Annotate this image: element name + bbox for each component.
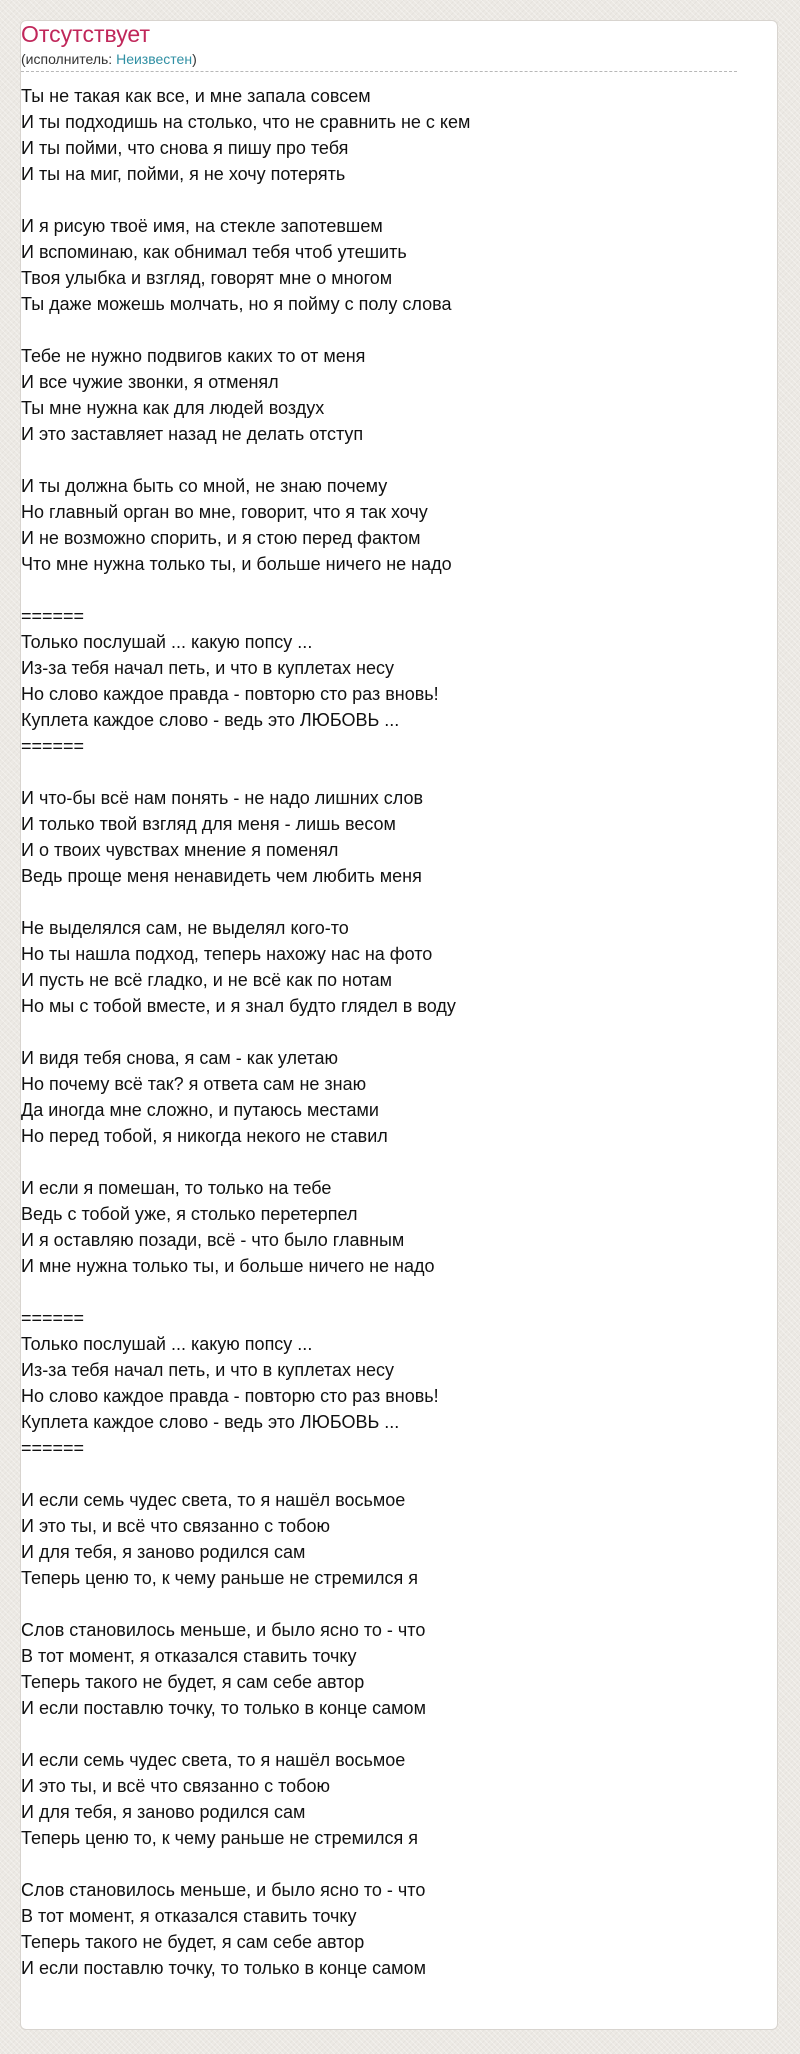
lyrics-line: Ты даже можешь молчать, но я пойму с полу слова xyxy=(21,294,452,314)
lyrics-line: И если я помешан, то только на тебе xyxy=(21,1178,332,1198)
lyrics-line: И только твой взгляд для меня - лишь весом xyxy=(21,814,396,834)
lyrics-line: И если семь чудес света, то я нашёл восьмое xyxy=(21,1750,406,1770)
lyrics-line: И мне нужна только ты, и больше ничего не надо xyxy=(21,1256,435,1276)
lyrics-line: Ведь с тобой уже, я столько перетерпел xyxy=(21,1204,358,1224)
lyrics-stanza xyxy=(21,1305,737,1461)
lyrics-line: В тот момент, я отказался ставить точку xyxy=(21,1646,357,1666)
lyrics-line: Но мы с тобой вместе, и я знал будто глядел в воду xyxy=(21,996,456,1016)
song-header xyxy=(21,20,737,72)
lyrics-line: ====== xyxy=(21,606,85,626)
lyrics-line: И не возможно спорить, и я стою перед фактом xyxy=(21,528,421,548)
lyrics-body xyxy=(21,83,737,2007)
lyrics-line: Слов становилось меньше, и было ясно то - что xyxy=(21,1880,426,1900)
lyrics-line: И вспоминаю, как обнимал тебя чтоб утешить xyxy=(21,242,407,262)
lyrics-line: Куплета каждое слово - ведь это ЛЮБОВЬ ... xyxy=(21,1412,400,1432)
lyrics-stanza xyxy=(21,915,737,1019)
lyrics-line: ====== xyxy=(21,1438,85,1458)
lyrics-line: И это ты, и всё что связанно с тобою xyxy=(21,1776,330,1796)
lyrics-line: И пусть не всё гладко, и не всё как по нотам xyxy=(21,970,392,990)
lyrics-line: ====== xyxy=(21,1308,85,1328)
lyrics-line: И это ты, и всё что связанно с тобою xyxy=(21,1516,330,1536)
lyrics-stanza xyxy=(21,473,737,577)
lyrics-line: Теперь такого не будет, я сам себе автор xyxy=(21,1932,365,1952)
lyrics-line: Ты мне нужна как для людей воздух xyxy=(21,398,325,418)
lyrics-line: Не выделялся сам, не выделял кого-то xyxy=(21,918,349,938)
lyrics-line: И это заставляет назад не делать отступ xyxy=(21,424,364,444)
lyrics-line: И ты пойми, что снова я пишу про тебя xyxy=(21,138,349,158)
lyrics-stanza xyxy=(21,1747,737,1851)
lyrics-line: Ведь проще меня ненавидеть чем любить меня xyxy=(21,866,422,886)
song-title: Отсутствует xyxy=(21,21,150,47)
lyrics-line: Твоя улыбка и взгляд, говорят мне о многом xyxy=(21,268,393,288)
lyrics-line: Теперь такого не будет, я сам себе автор xyxy=(21,1672,365,1692)
lyrics-line: Но почему всё так? я ответа сам не знаю xyxy=(21,1074,367,1094)
lyrics-line: Но слово каждое правда - повторю сто раз вновь! xyxy=(21,1386,439,1406)
lyrics-line: И ты подходишь на столько, что не сравнить не с кем xyxy=(21,112,471,132)
lyrics-line: Да иногда мне сложно, и путаюсь местами xyxy=(21,1100,379,1120)
lyrics-line: И что-бы всё нам понять - не надо лишних слов xyxy=(21,788,424,808)
lyrics-line: И о твоих чувствах мнение я поменял xyxy=(21,840,339,860)
lyrics-line: И если семь чудес света, то я нашёл восьмое xyxy=(21,1490,406,1510)
lyrics-line: Но слово каждое правда - повторю сто раз вновь! xyxy=(21,684,439,704)
lyrics-line: И видя тебя снова, я сам - как улетаю xyxy=(21,1048,339,1068)
lyrics-stanza xyxy=(21,1045,737,1149)
lyrics-stanza xyxy=(21,1175,737,1279)
lyrics-line: Но перед тобой, я никогда некого не ставил xyxy=(21,1126,388,1146)
lyrics-line: Из-за тебя начал петь, и что в куплетах несу xyxy=(21,658,394,678)
lyrics-stanza xyxy=(21,1617,737,1721)
lyrics-line: В тот момент, я отказался ставить точку xyxy=(21,1906,357,1926)
lyrics-line: Но ты нашла подход, теперь нахожу нас на фото xyxy=(21,944,433,964)
lyrics-line: И я рисую твоё имя, на стекле запотевшем xyxy=(21,216,383,236)
lyrics-line: Из-за тебя начал петь, и что в куплетах несу xyxy=(21,1360,394,1380)
lyrics-line: Ты не такая как все, и мне запала совсем xyxy=(21,86,371,106)
lyrics-line: Что мне нужна только ты, и больше ничего не надо xyxy=(21,554,452,574)
lyrics-line: И для тебя, я заново родился сам xyxy=(21,1542,306,1562)
lyrics-stanza xyxy=(21,1487,737,1591)
lyrics-line: И ты должна быть со мной, не знаю почему xyxy=(21,476,388,496)
lyrics-line: И если поставлю точку, то только в конце самом xyxy=(21,1698,426,1718)
lyrics-line: Слов становилось меньше, и было ясно то - что xyxy=(21,1620,426,1640)
lyrics-line: И я оставляю позади, всё - что было главным xyxy=(21,1230,405,1250)
lyrics-stanza xyxy=(21,603,737,759)
lyrics-stanza xyxy=(21,83,737,187)
artist-prefix: (исполнитель: xyxy=(21,51,117,67)
lyrics-line: И ты на миг, пойми, я не хочу потерять xyxy=(21,164,346,184)
lyrics-stanza xyxy=(21,343,737,447)
lyrics-line: Только послушай ... какую попсу ... xyxy=(21,632,313,652)
artist-suffix: ) xyxy=(192,51,197,67)
lyrics-line: И для тебя, я заново родился сам xyxy=(21,1802,306,1822)
lyrics-line: Теперь ценю то, к чему раньше не стремился я xyxy=(21,1828,419,1848)
lyrics-line: ====== xyxy=(21,736,85,756)
artist-line xyxy=(21,50,737,72)
lyrics-stanza xyxy=(21,213,737,317)
lyrics-line: Но главный орган во мне, говорит, что я так хочу xyxy=(21,502,428,522)
lyrics-line: И все чужие звонки, я отменял xyxy=(21,372,279,392)
lyrics-line: Только послушай ... какую попсу ... xyxy=(21,1334,313,1354)
artist-link[interactable]: Неизвестен xyxy=(116,51,193,67)
lyrics-line: Куплета каждое слово - ведь это ЛЮБОВЬ ... xyxy=(21,710,400,730)
lyrics-line: И если поставлю точку, то только в конце самом xyxy=(21,1958,426,1978)
lyrics-line: Тебе не нужно подвигов каких то от меня xyxy=(21,346,366,366)
lyrics-line: Теперь ценю то, к чему раньше не стремился я xyxy=(21,1568,419,1588)
lyrics-stanza xyxy=(21,1877,737,1981)
lyrics-stanza xyxy=(21,785,737,889)
